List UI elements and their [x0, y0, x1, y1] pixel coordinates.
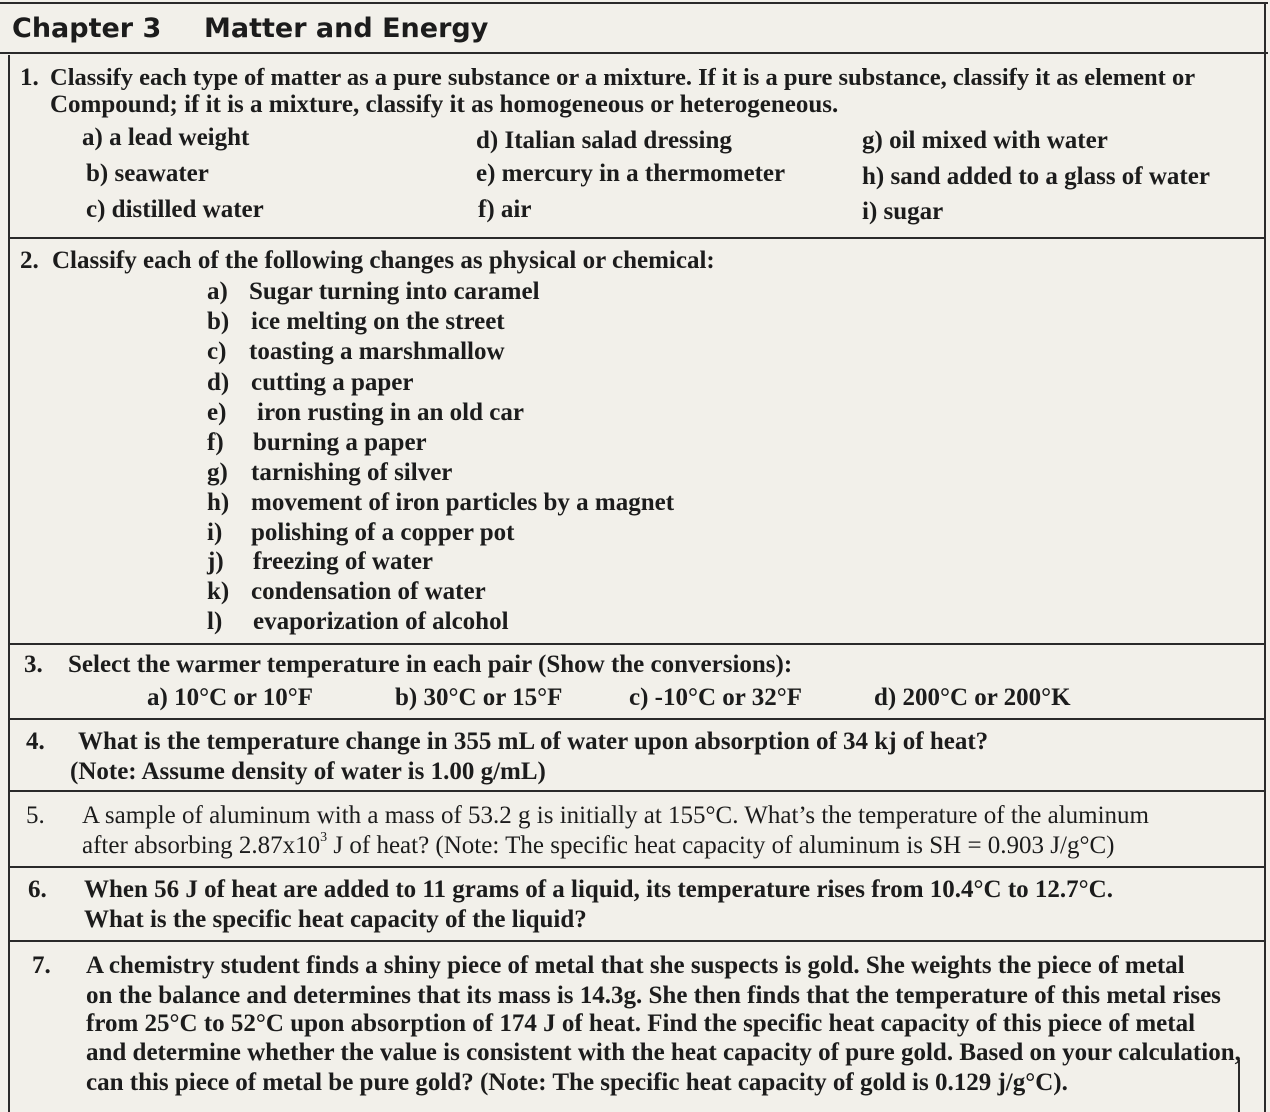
q1-option-c: c) distilled water — [86, 196, 264, 223]
q1-line1: Classify each type of matter as a pure substance or a mixture. If it is a pure substance, classify it as element or — [50, 64, 1196, 91]
q5-line2-start: after absorbing 2.87x10 — [82, 832, 321, 859]
q2-item-e-text: iron rusting in an old car — [257, 399, 524, 426]
q5-line2-end: J of heat? (Note: The specific heat capacity of aluminum is SH = 0.903 J/g°C) — [327, 832, 1115, 859]
q1-option-f: f) air — [478, 196, 532, 223]
q5-divider — [8, 866, 1266, 868]
q2-item-c-text: toasting a marshmallow — [249, 338, 505, 365]
q6-line1: When 56 J of heat are added to 11 grams of a liquid, its temperature rises from 10.4°C to 12.7°C. — [84, 876, 1113, 903]
q1-option-g: g) oil mixed with water — [862, 127, 1108, 154]
q7-line4: and determine whether the value is consistent with the heat capacity of pure gold. Based on your calculation, — [86, 1039, 1241, 1066]
header-divider — [0, 52, 1268, 54]
q3-option-b: b) 30°C or 15°F — [395, 684, 563, 711]
q2-item-h-text: movement of iron particles by a magnet — [251, 489, 675, 516]
q7-line3: from 25°C to 52°C upon absorption of 174 J of heat. Find the specific heat capacity of this piece of metal — [86, 1010, 1196, 1037]
q5-line2 — [82, 832, 1114, 860]
q2-item-a-letter: a) — [207, 278, 228, 305]
q4-number: 4. — [26, 728, 45, 755]
q2-item-b-text: ice melting on the street — [251, 308, 505, 335]
q7-line1: A chemistry student finds a shiny piece of metal that she suspects is gold. She weights the piece of metal — [86, 952, 1185, 979]
q1-divider — [8, 237, 1266, 239]
chapter-title: Matter and Energy — [204, 13, 489, 44]
q6-number: 6. — [28, 876, 47, 903]
q3-option-a: a) 10°C or 10°F — [147, 684, 314, 711]
q2-item-k-letter: k) — [207, 578, 230, 605]
q7-line5: can this piece of metal be pure gold? (Note: The specific heat capacity of gold is 0.129 j/g°C). — [86, 1069, 1068, 1096]
q2-item-g-letter: g) — [207, 459, 228, 486]
bottom-right-rule — [1238, 1060, 1240, 1112]
top-border — [0, 2, 1268, 4]
q1-option-e: e) mercury in a thermometer — [476, 160, 786, 187]
q1-option-h: h) sand added to a glass of water — [862, 163, 1210, 190]
q4-line2: (Note: Assume density of water is 1.00 g/mL) — [70, 758, 546, 785]
chapter-label: Chapter 3 — [12, 13, 162, 44]
q2-item-h-letter: h) — [207, 489, 230, 516]
q5-exponent: 3 — [320, 830, 328, 845]
q1-option-b: b) seawater — [86, 160, 209, 187]
left-border — [8, 55, 10, 1112]
q7-number: 7. — [32, 952, 51, 979]
q2-item-f-text: burning a paper — [253, 429, 427, 456]
q3-divider — [8, 718, 1266, 720]
q2-item-e-letter: e) — [207, 399, 227, 426]
q2-item-b-letter: b) — [207, 308, 230, 335]
q2-item-k-text: condensation of water — [251, 578, 486, 605]
q2-item-j-letter: j) — [207, 548, 224, 575]
q4-line1: What is the temperature change in 355 mL of water upon absorption of 34 kj of heat? — [78, 728, 989, 755]
q4-divider — [8, 790, 1266, 792]
q2-number: 2. — [20, 247, 39, 274]
q2-item-d-text: cutting a paper — [251, 369, 414, 396]
q2-item-i-letter: i) — [207, 519, 223, 546]
q5-number: 5. — [26, 802, 45, 829]
q2-item-l-text: evaporization of alcohol — [253, 608, 509, 635]
q7-line2: on the balance and determines that its mass is 14.3g. She then finds that the temperature of this metal rises — [86, 982, 1221, 1009]
q3-option-d: d) 200°C or 200°K — [874, 684, 1071, 711]
q2-item-f-letter: f) — [207, 429, 224, 456]
q2-heading — [52, 247, 715, 275]
q1-line2: Compound; if it is a mixture, classify it as homogeneous or heterogeneous. — [50, 91, 839, 118]
q1-option-d: d) Italian salad dressing — [476, 127, 732, 154]
q2-item-c-letter: c) — [207, 338, 227, 365]
q2-item-l-letter: l) — [207, 608, 223, 635]
q2-item-g-text: tarnishing of silver — [251, 459, 453, 486]
q1-option-a: a) a lead weight — [82, 124, 250, 151]
q1-number: 1. — [20, 64, 39, 91]
q2-item-a-text: Sugar turning into caramel — [249, 278, 540, 305]
q2-item-j-text: freezing of water — [253, 548, 434, 575]
q2-heading-suffix: as physical or chemical: — [454, 247, 715, 274]
q2-item-d-letter: d) — [207, 369, 230, 396]
q3-number: 3. — [24, 651, 43, 678]
q1-option-i: i) sugar — [862, 198, 944, 225]
q5-line1: A sample of aluminum with a mass of 53.2 g is initially at 155°C. What’s the temperature of the aluminum — [82, 802, 1149, 829]
q2-item-i-text: polishing of a copper pot — [251, 519, 515, 546]
q2-heading-prefix: Classify each of the following — [52, 247, 370, 274]
right-border — [1264, 2, 1266, 1112]
q6-divider — [8, 940, 1266, 942]
q3-option-c: c) -10°C or 32°F — [629, 684, 802, 711]
q2-heading-bold: changes — [369, 247, 455, 274]
q6-line2: What is the specific heat capacity of the liquid? — [84, 906, 587, 933]
q3-text: Select the warmer temperature in each pair (Show the conversions): — [68, 651, 793, 678]
q2-divider — [8, 643, 1266, 645]
